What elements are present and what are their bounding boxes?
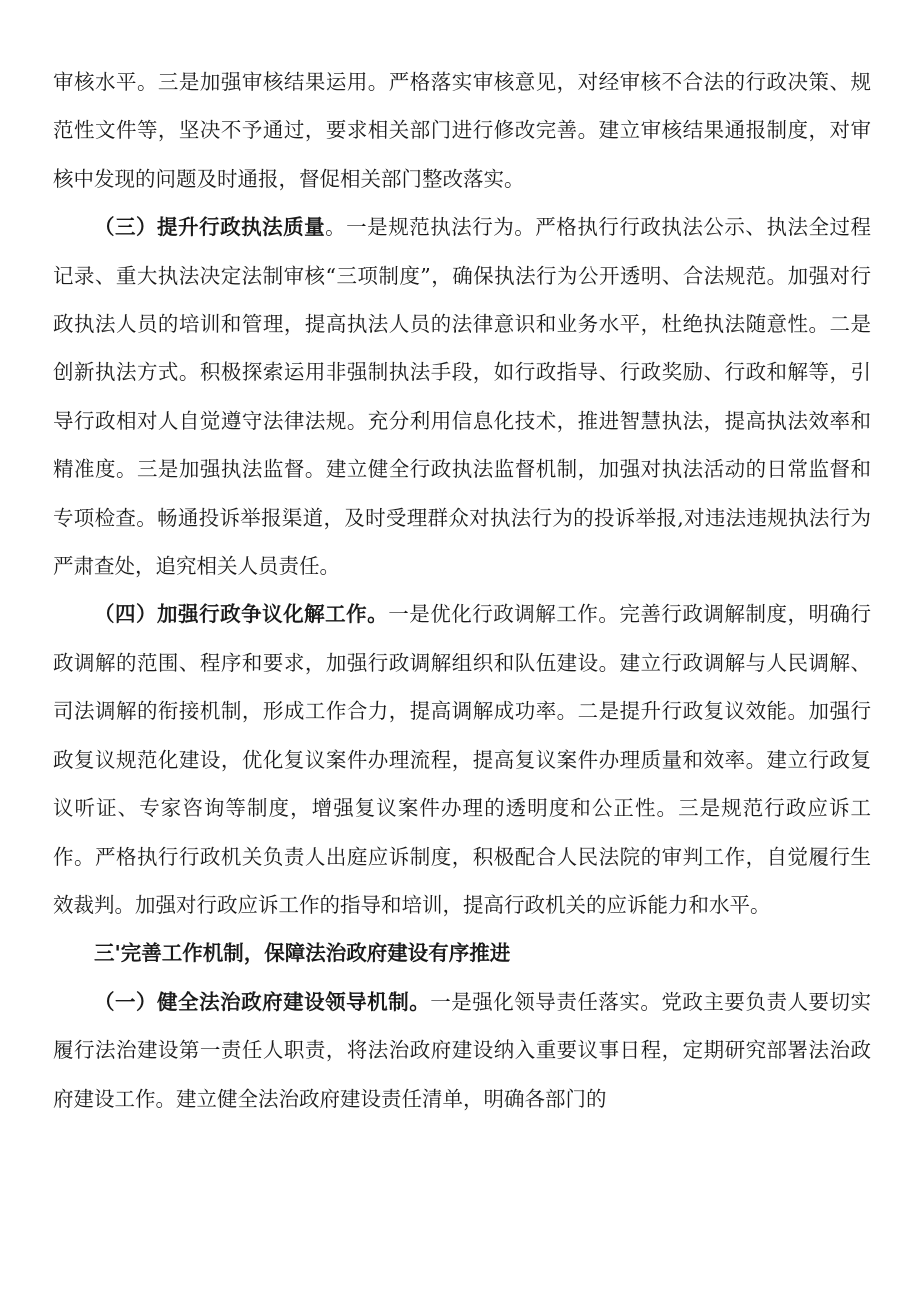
paragraph-heading: （一）健全法治政府建设领导机制。 — [94, 989, 431, 1014]
paragraph-heading: （三）提升行政执法质量 — [94, 215, 326, 240]
paragraph-body: 一是优化行政调解工作。完善行政调解制度，明确行政调解的范围、程序和要求，加强行政调解组织和队伍建设。建立行政调解与人民调解、司法调解的衔接机制，形成工作合力，提高调解成功率。二是提升行政复议效能。加强行政复议规范化建设，优化复议案件办理流程，提高复议案件办理质量和效率。建立行政复议听证、专家咨询等制度，增强复议案件办理的透明度和公正性。三是规范行政应诉工作。严格执行行政机关负责人出庭应诉制度，积极配合人民法院的审判工作，自觉履行生效裁判。加强对行政应诉工作的指导和培训，提高行政机关的应诉能力和水平。 — [53, 602, 872, 917]
document-page — [53, 58, 871, 1123]
paragraph-dispute-resolution — [53, 590, 871, 929]
paragraph-body: 一是强化领导责任落实。党政主要负责人要切实履行法治建设第一责任人职责，将法治政府建设纳入重要议事日程，定期研究部署法治政府建设工作。建立健全法治政府建设责任清单，明确各部门的 — [53, 989, 872, 1111]
paragraph-audit-results — [53, 58, 871, 203]
paragraph-body: 。一是规范执法行为。严格执行行政执法公示、执法全过程记录、重大执法决定法制审核“三项制度”，确保执法行为公开透明、合法规范。加强对行政执法人员的培训和管理，提高执法人员的法律意识和业务水平，杜绝执法随意性。二是创新执法方式。积极探索运用非强制执法手段，如行政指导、行政奖励、行政和解等，引导行政相对人自觉遵守法律法规。充分利用信息化技术，推进智慧执法，提高执法效率和精准度。三是加强执法监督。建立健全行政执法监督机制，加强对执法活动的日常监督和专项检查。畅通投诉举报渠道，及时受理群众对执法行为的投诉举报,对违法违规执法行为严肃查处，追究相关人员责任。 — [53, 215, 872, 579]
paragraph-body: 审核水平。三是加强审核结果运用。严格落实审核意见，对经审核不合法的行政决策、规范性文件等，坚决不予通过，要求相关部门进行修改完善。建立审核结果通报制度，对审核中发现的问题及时通报，督促相关部门整改落实。 — [53, 70, 871, 191]
paragraph-law-enforcement — [53, 203, 871, 590]
paragraph-leadership-mechanism — [53, 978, 871, 1123]
section-title: 三'完善工作机制，保障法治政府建设有序推进 — [94, 941, 511, 966]
paragraph-heading: （四）加强行政争议化解工作。 — [94, 602, 389, 627]
